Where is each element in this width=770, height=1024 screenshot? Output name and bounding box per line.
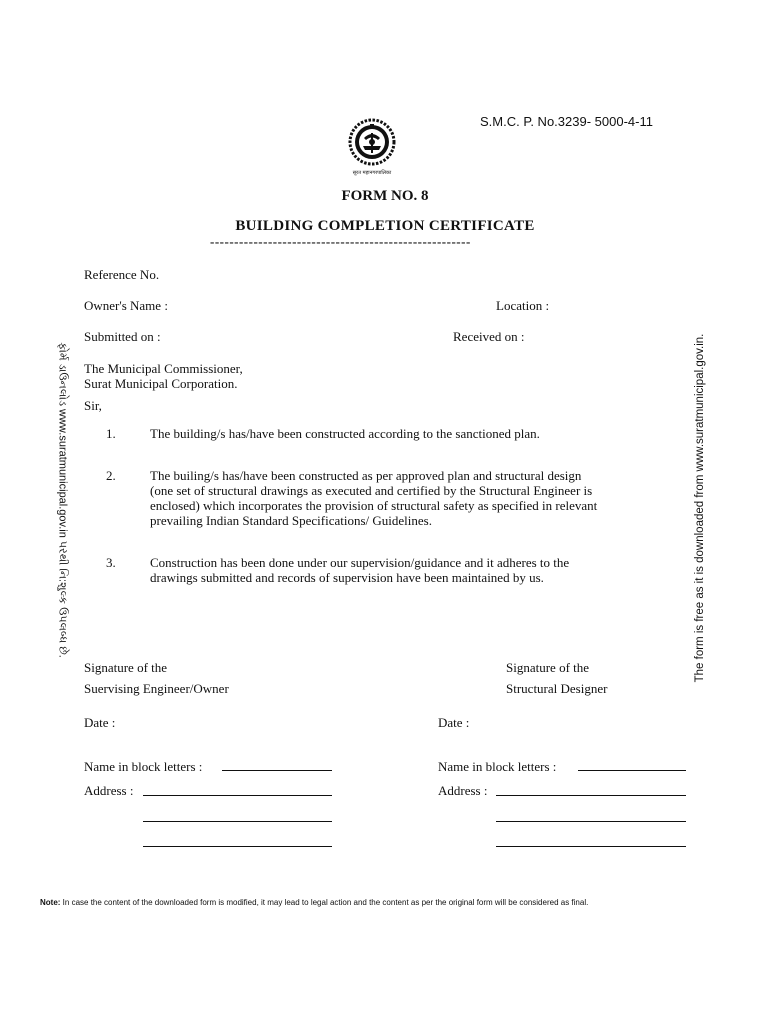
smc-emblem-logo [346,116,398,180]
reference-no-label: Reference No. [84,267,160,282]
item-line: (one set of structural drawings as executed and certified by the Structural Engineer is [150,483,593,498]
item-text [150,468,597,528]
owner-signature-role: Suervising Engineer/Owner [84,681,229,696]
item-line: The building/s has/have been constructed according to the sanctioned plan. [150,426,540,441]
right-address-line [496,846,686,847]
item-text [150,426,540,441]
addressee-line: Surat Municipal Corporation. [84,376,238,391]
left-address-line [143,821,332,822]
left-address-line [143,846,332,847]
right-name-label: Name in block letters : [438,759,557,774]
salutation: Sir, [84,398,102,413]
item-number: 1. [106,426,116,441]
right-date-label: Date : [438,715,470,730]
note-text: In case the content of the downloaded form is modified, it may lead to legal action and the content as per the original form will be considered as final. [60,898,589,907]
left-address-label: Address : [84,783,134,798]
right-side-download-notice: The form is free as it is downloaded from www.suratmunicipal.gov.in. [694,333,706,683]
submitted-on-label: Submitted on : [84,329,161,344]
footer-note [40,898,588,907]
addressee-line: The Municipal Commissioner, [84,361,243,376]
owners-name-label: Owner's Name : [84,298,168,313]
certificate-title: BUILDING COMPLETION CERTIFICATE [235,218,535,234]
item-line: The builing/s has/have been constructed as per approved plan and structural design [150,468,582,483]
note-label: Note: [40,898,61,907]
item-text [150,555,569,585]
left-side-gujarati-notice: ફોર્મ ડાઉનલોડ www.suratmunicipal.gov.in પરથી નિ:શુલ્ક ઉપલબ્ધ છે. [56,342,69,658]
item-line: Construction has been done under our supervision/guidance and it adheres to the [150,555,570,570]
item-number: 3. [106,555,116,570]
designer-signature-label: Signature of the [506,660,590,675]
form-reference-number: S.M.C. P. No.3239- 5000-4-11 [480,114,653,129]
location-label: Location : [496,298,550,313]
right-address-label: Address : [438,783,488,798]
item-line: prevailing Indian Standard Specifications/ Guidelines. [150,513,432,528]
right-name-line [578,770,686,771]
designer-signature-role: Structural Designer [506,681,608,696]
emblem-caption: सूरत महानगरपालिका [352,170,392,176]
right-address-line [496,821,686,822]
left-date-label: Date : [84,715,116,730]
item-number: 2. [106,468,116,483]
form-number-title: FORM NO. 8 [341,188,429,204]
title-underline: ------------------------------------------------------ [210,234,471,249]
addressee-block [84,361,243,391]
emblem-icon [346,116,398,180]
item-line: drawings submitted and records of supervision have been maintained by us. [150,570,544,585]
owner-signature-label: Signature of the [84,660,168,675]
item-line: enclosed) which incorporates the provision of structural safety as specified in relevant [150,498,598,513]
left-name-label: Name in block letters : [84,759,203,774]
left-name-line [222,770,332,771]
right-address-line [496,795,686,796]
left-address-line [143,795,332,796]
received-on-label: Received on : [453,329,525,344]
